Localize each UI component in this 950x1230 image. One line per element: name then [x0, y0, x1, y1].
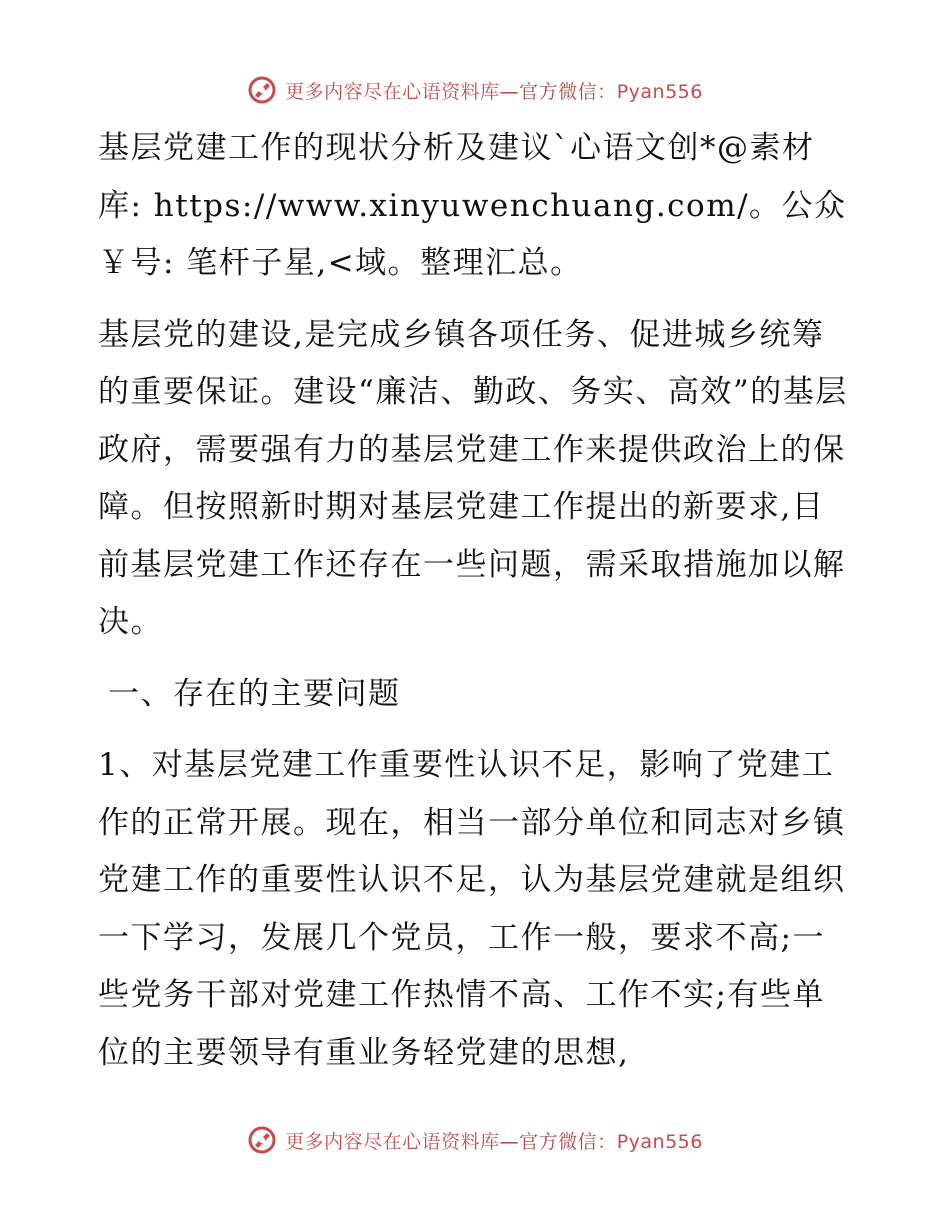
- watermark-separator: —: [499, 80, 520, 103]
- section-heading: 一、存在的主要问题: [108, 675, 401, 712]
- watermark-wechat-id: Pyan556: [616, 80, 703, 103]
- body-paragraph-1: 基层党的建设,是完成乡镇各项任务、促进城乡统筹的重要保证。建设“廉洁、勤政、务实、高效”的基层政府，需要强有力的基层党建工作来提供政治上的保障。但按照新时期对基层党建工作提出的新要求,目前基层党建工作还存在一些问题，需采取措施加以解决。: [98, 316, 848, 640]
- watermark-wechat-label: 官方微信：: [519, 80, 617, 103]
- brand-logo-icon: [247, 1125, 277, 1155]
- footer-watermark: [0, 1120, 950, 1160]
- document-body: [98, 120, 850, 1096]
- body-paragraph-2: 1、对基层党建工作重要性认识不足，影响了党建工作的正常开展。现在，相当一部分单位和同志对乡镇党建工作的重要性认识不足，认为基层党建就是组织一下学习，发展几个党员，工作一般，要求不高;一些党务干部对党建工作热情不高、工作不实;有些单位的主要领导有重业务轻党建的思想,: [98, 747, 846, 1071]
- watermark-text: [285, 77, 703, 104]
- brand-logo-icon: [247, 75, 277, 105]
- watermark-wechat-label: 官方微信：: [519, 1130, 617, 1153]
- watermark-site-text: 更多内容尽在心语资料库: [285, 80, 500, 103]
- watermark-site-text: 更多内容尽在心语资料库: [285, 1130, 500, 1153]
- watermark-separator: —: [499, 1130, 520, 1153]
- intro-paragraph: 基层党建工作的现状分析及建议`心语文创*@素材库: https://www.xinyuwenchuang.com/。公众￥号: 笔杆子星,<域。整理汇总。: [98, 130, 847, 281]
- header-watermark: [0, 70, 950, 110]
- watermark-wechat-id: Pyan556: [616, 1130, 703, 1153]
- watermark-text: [285, 1127, 703, 1154]
